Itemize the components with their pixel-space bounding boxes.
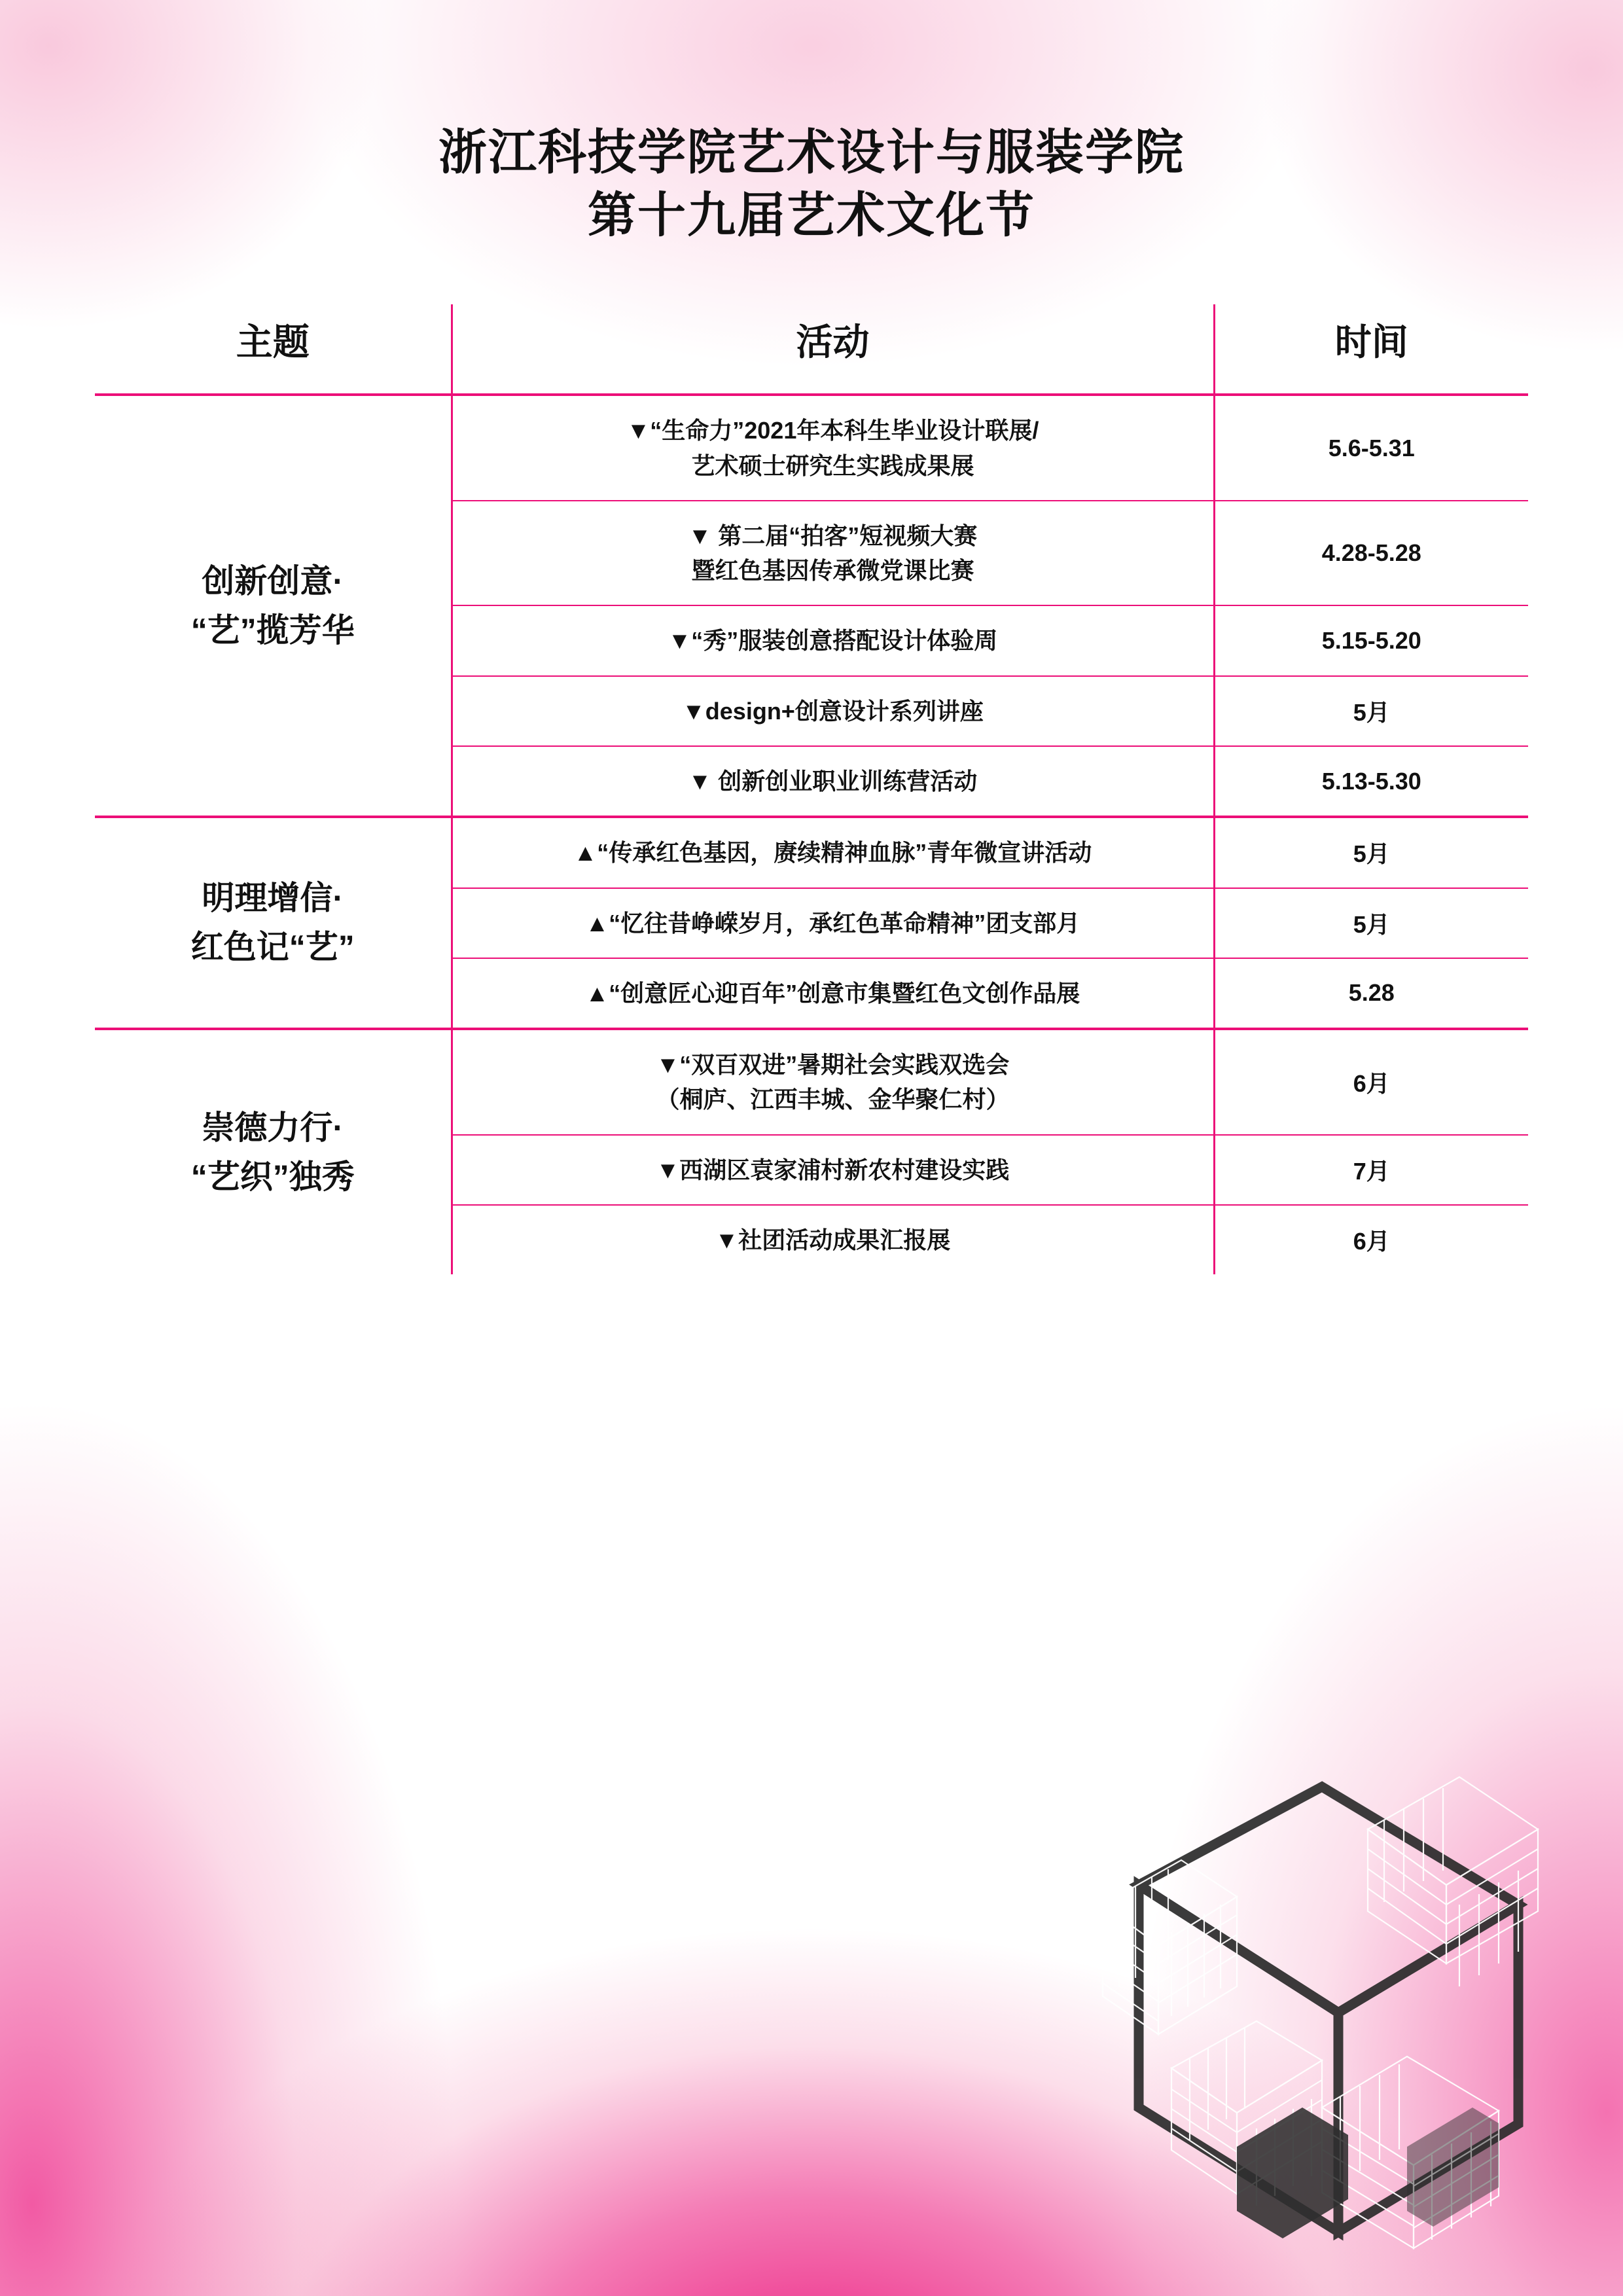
time-cell: 5.6-5.31 — [1214, 395, 1528, 501]
header-theme: 主题 — [95, 304, 452, 395]
theme-cell-group-1 — [95, 395, 452, 817]
activity-line: 艺术硕士研究生实践成果展 — [691, 452, 974, 479]
time-cell: 4.28-5.28 — [1214, 501, 1528, 606]
activity-cell — [452, 746, 1214, 817]
table-header-row — [95, 304, 1528, 395]
activity-cell — [452, 1135, 1214, 1205]
header-time: 时间 — [1214, 304, 1528, 395]
time-cell: 5.13-5.30 — [1214, 746, 1528, 817]
activity-cell — [452, 1205, 1214, 1274]
activity-line: ▼design+创意设计系列讲座 — [682, 697, 984, 725]
theme-line-2: 红色记“艺” — [190, 929, 355, 966]
activity-cell — [452, 395, 1214, 501]
theme-line-1: 明理增信· — [202, 880, 344, 917]
activity-cell — [452, 501, 1214, 606]
header-activity: 活动 — [452, 304, 1214, 395]
activity-line: ▼“双百双进”暑期社会实践双选会 — [656, 1051, 1010, 1079]
time-cell: 7月 — [1214, 1135, 1528, 1205]
schedule-table — [95, 304, 1528, 1274]
time-cell: 5月 — [1214, 817, 1528, 888]
time-cell: 5.15-5.20 — [1214, 605, 1528, 675]
activity-line: ▼社团活动成果汇报展 — [715, 1226, 951, 1253]
time-cell: 6月 — [1353, 1227, 1390, 1255]
activity-cell — [452, 817, 1214, 888]
activity-line: ▼ 创新创业职业训练营活动 — [688, 767, 978, 795]
title-line-2: 第十九届艺术文化节 — [588, 188, 1035, 243]
activity-line: ▼ 第二届“拍客”短视频大赛 — [688, 522, 978, 549]
theme-cell-group-2 — [95, 817, 452, 1029]
activity-cell — [452, 676, 1214, 746]
table-row — [95, 1029, 1528, 1135]
theme-line-1: 创新创意· — [202, 562, 344, 600]
activity-line: ▲“忆往昔峥嵘岁月，承红色革命精神”团支部月 — [585, 909, 1080, 937]
schedule-table-wrapper — [95, 304, 1528, 1274]
activity-line: ▲“创意匠心迎百年”创意市集暨红色文创作品展 — [585, 979, 1080, 1007]
time-cell: 5月 — [1214, 888, 1528, 958]
activity-cell — [452, 888, 1214, 958]
activity-line: ▲“传承红色基因，赓续精神血脉”青年微宣讲活动 — [573, 839, 1092, 867]
time-cell: 6月 — [1214, 1029, 1528, 1135]
activity-line: 暨红色基因传承微党课比赛 — [691, 557, 974, 584]
activity-line: ▼“生命力”2021年本科生毕业设计联展/ — [626, 417, 1039, 444]
activity-cell — [452, 958, 1214, 1029]
theme-cell-group-3 — [95, 1029, 452, 1274]
activity-line: ▼西湖区袁家浦村新农村建设实践 — [656, 1156, 1010, 1183]
activity-cell — [452, 605, 1214, 675]
activity-line: ▼“秀”服装创意搭配设计体验周 — [668, 627, 998, 655]
time-cell: 5月 — [1214, 676, 1528, 746]
theme-line-1: 崇德力行· — [202, 1109, 344, 1146]
time-cell: 5.28 — [1214, 958, 1528, 1029]
theme-line-2: “艺织”独秀 — [190, 1158, 355, 1195]
title-line-1: 浙江科技学院艺术设计与服装学院 — [438, 125, 1185, 179]
poster-title — [0, 0, 1623, 247]
theme-line-2: “艺”揽芳华 — [190, 611, 355, 649]
activity-cell — [452, 1029, 1214, 1135]
table-row — [95, 395, 1528, 501]
table-row — [95, 817, 1528, 888]
activity-line: （桐庐、江西丰城、金华聚仁村） — [656, 1086, 1010, 1113]
